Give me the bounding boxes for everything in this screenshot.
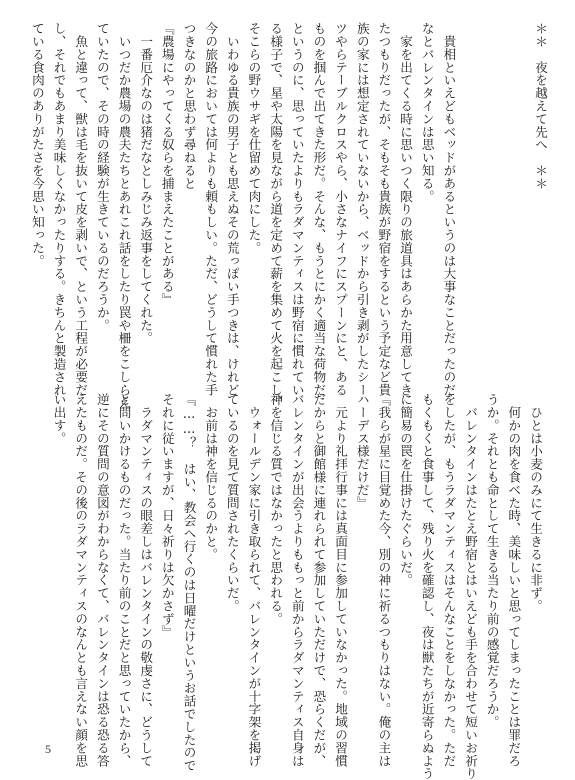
text-line: 貴相といえどもベッドがあるというのは大事なことだったのだ (441, 22, 457, 397)
text-line: る様子で、星や太陽を見ながら道を定めて薪を集めて火を起こし、 (268, 22, 284, 409)
text-line: と問いかけるものだった。当たり前のことだと思っていたから、 (116, 393, 132, 768)
upper-text-block (29, 22, 546, 409)
text-line: ラダマンティスの眼差しはバレンタインの敬虔さに、どうして (138, 393, 154, 768)
text-line (481, 22, 503, 382)
text-line: もくもくと食事して、残り火を確認し、夜は獣たちが近寄らぬよう (419, 393, 435, 780)
text-line: 魚と違って、獣は毛を抜いて皮を剥いで、という工程が必要だ (73, 22, 89, 397)
text-line: バレンタインはたとえ野宿とはいえども手を合わせて短いお祈り (463, 393, 479, 780)
text-line: ひとは小麦のみにて生きるに非ず。 (528, 393, 543, 613)
text-line: に簡易の罠を仕掛けたぐらいだ。 (398, 393, 414, 587)
text-line (459, 22, 481, 382)
text-line: 元より礼拝行事には真面目に参加していなかった。地域の習慣 (333, 393, 349, 768)
text-line: し、それでもあまり美味しくなかったりする。きちんと製造され (51, 22, 67, 397)
text-line: つきなのかと思わず尋ねると (181, 22, 197, 190)
text-line: 一番厄介なのは猪だなとしみじみ返事をしてくれた。 (138, 22, 154, 345)
text-line: ハーデス様だけだ』 (354, 393, 370, 510)
text-line: 逆にその質問の意図がわからなくて、バレンタインは恐る恐る答 (94, 393, 110, 768)
text-line: ウォールデン家に引き取られて、バレンタインが十字架を掲げ (246, 393, 262, 768)
text-line: いわゆる貴族の男子とも思えぬその荒っぽい手つきは、けれど (224, 22, 240, 397)
text-line: それに従いますが、日々祈りは欠かさず』 (159, 393, 175, 639)
text-line: というのに、思っていたよりもラダマンティスは野宿に慣れてい (289, 22, 305, 397)
text-line: ている食肉のありがたさを今思い知った。 (29, 22, 45, 268)
text-line: ているのを見て質問されたくらいだ。 (224, 393, 240, 613)
text-line: ツやらテーブルクロスやら、小さなナイフにスプーンにと、ある (333, 22, 349, 397)
text-line: をしたが、もうラダマンティスはそんなことをしなかった。ただ (441, 393, 457, 768)
text-line: バレンタインが出会うよりももっと前からラダマンティス自身は (289, 393, 305, 768)
text-line: 『……？ はい、教会へ行くのは日曜だけというお話でしたので (181, 393, 197, 772)
text-line: 『農場にやってくる奴らを捕まえたことがある』 (159, 22, 175, 306)
page-number: 5 (45, 742, 51, 756)
text-line: ていたので、その時の経験が生きているのだろうか。 (94, 22, 110, 332)
text-line: えたものだ。その後のラダマンティスのなんとも言えない顔を思 (73, 393, 89, 768)
text-line: い出す。 (51, 393, 67, 445)
text-line: 家を出てくる時に思いつく限りの旅道具はあらかた用意してき (398, 22, 414, 397)
chapter-title: ＊＊ 夜を越えて先へ ＊＊ (533, 22, 548, 190)
text-line: 族の家には想定されていないから、ベッドから引き剥がしたシー (354, 22, 370, 397)
text-line (524, 22, 546, 382)
text-line: 今の旅路においては何よりも頼もしい。ただ、どうして慣れた手 (203, 22, 219, 397)
text-line: たつもりだったが、そもそも貴族が野宿をするという予定など貴 (376, 22, 392, 397)
text-line: なとバレンタインは思い知る。 (419, 22, 435, 203)
text-line: お前は神を信じるのかと。 (203, 393, 219, 561)
lower-text-block (46, 393, 546, 780)
text-line: そこらの野ウサギを仕留めて肉にした。 (246, 22, 262, 255)
text-line: ものを掴んで出てきた形だ。そんな、もうとにかく適当な荷物だ (311, 22, 327, 397)
text-line: 『我らが星に目覚めた今、別の神に祈るつもりはない。俺の主は (376, 393, 392, 768)
text-line: 神を信じる質ではなかったと思われる。 (268, 393, 284, 626)
text-line: いつだか農場の農夫たちとあれこれ話をしたり罠や柵をこしらえ (116, 22, 132, 409)
text-line: だからと御館様に連れられて参加していただけで、恐らくだが、 (311, 393, 327, 768)
text-line (503, 22, 525, 382)
text-line: うか。それとも命として生きる当たり前の感覚だろうか。 (484, 393, 500, 729)
text-line: 何かの肉を食べた時、美味しいと思ってしまったことは罪だろ (506, 393, 522, 768)
